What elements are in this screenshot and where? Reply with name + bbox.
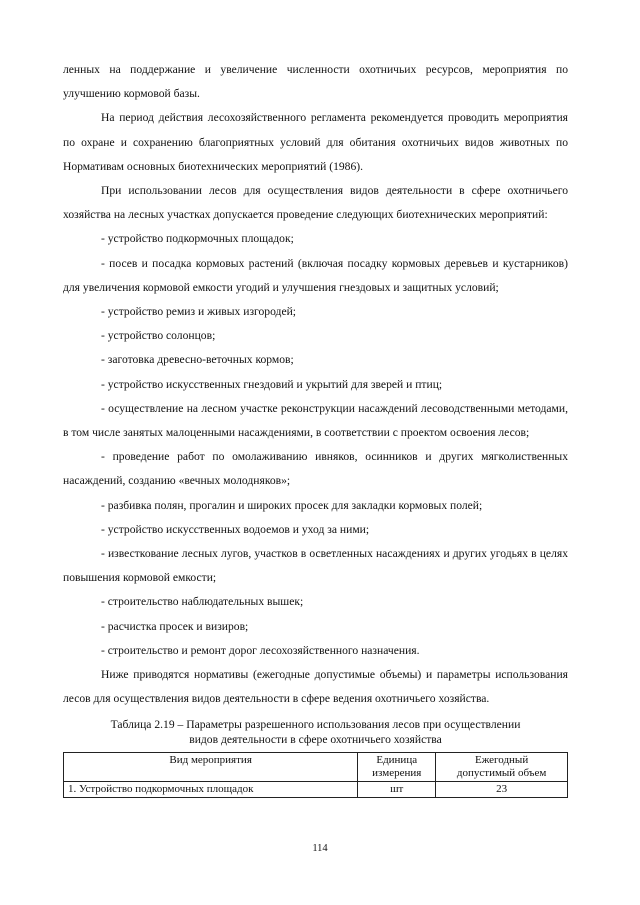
table-header-row bbox=[64, 753, 568, 782]
header-unit: Единица измерения bbox=[358, 753, 436, 782]
list-item: - устройство искусственных гнездовий и укрытий для зверей и птиц; bbox=[101, 377, 443, 391]
list-item: - заготовка древесно-веточных кормов; bbox=[101, 353, 294, 367]
list-item: - проведение работ по омолаживанию ивняков, осинников и других мягколиственных насаждений, созданию «вечных молодняков»; bbox=[63, 450, 568, 488]
list-item: - разбивка полян, прогалин и широких просек для закладки кормовых полей; bbox=[101, 498, 483, 512]
paragraph-closing: Ниже приводятся нормативы (ежегодные допустимые объемы) и параметры использования лесов для осуществления видов деятельности в сфере ведения охотничьего хозяйства. bbox=[63, 668, 568, 706]
paragraph-regulation: На период действия лесохозяйственного регламента рекомендуется проводить мероприятия по охране и сохранению благоприятных условий для обитания охотничьих видов животных по Нормативам основных биотехнических мероприятий (1986). bbox=[63, 111, 568, 173]
document-page bbox=[63, 58, 568, 798]
table-caption-line: Таблица 2.19 – Параметры разрешенного использования лесов при осуществлении bbox=[110, 718, 521, 732]
page-number: 114 bbox=[312, 843, 328, 854]
list-item: - осуществление на лесном участке реконструкции насаждений лесоводственными методами, в том числе занятых малоценными насаждениями, в соответствии с проектом освоения лесов; bbox=[63, 401, 568, 440]
table-caption bbox=[63, 717, 568, 747]
paragraph-intro: ленных на поддержание и увеличение численности охотничьих ресурсов, мероприятия по улучшению кормовой базы. bbox=[63, 63, 568, 101]
cell-volume: 23 bbox=[436, 782, 568, 798]
list-item: - строительство и ремонт дорог лесохозяйственного назначения. bbox=[101, 643, 420, 657]
header-measure-type: Вид мероприятия bbox=[64, 753, 358, 782]
list-item: - устройство искусственных водоемов и уход за ними; bbox=[101, 522, 370, 536]
list-item: - посев и посадка кормовых растений (включая посадку кормовых деревьев и кустарников) для увеличения кормовой емкости угодий и улучшения гнездовых и защитных условий; bbox=[63, 256, 568, 294]
table-caption-line: видов деятельности в сфере охотничьего хозяйства bbox=[189, 733, 442, 747]
cell-unit: шт bbox=[358, 782, 436, 798]
list-item: - устройство подкормочных площадок; bbox=[101, 232, 294, 246]
measures-list bbox=[63, 227, 568, 663]
list-item: - устройство ремиз и живых изгородей; bbox=[101, 305, 297, 319]
header-annual-volume: Ежегодный допустимый объем bbox=[436, 753, 568, 782]
list-item: - устройство солонцов; bbox=[101, 329, 216, 343]
table-row bbox=[64, 782, 568, 798]
list-item: - строительство наблюдательных вышек; bbox=[101, 595, 304, 609]
list-item: - расчистка просек и визиров; bbox=[101, 619, 249, 633]
paragraph-allowed-measures: При использовании лесов для осуществления видов деятельности в сфере охотничьего хозяйства на лесных участках допускается проведение следующих биотехнических мероприятий: bbox=[63, 184, 568, 222]
list-item: - известкование лесных лугов, участков в осветленных насаждениях и других угодьях в целях повышения кормовой емкости; bbox=[63, 547, 568, 585]
parameters-table bbox=[63, 752, 568, 798]
cell-measure-name: 1. Устройство подкормочных площадок bbox=[64, 782, 358, 798]
